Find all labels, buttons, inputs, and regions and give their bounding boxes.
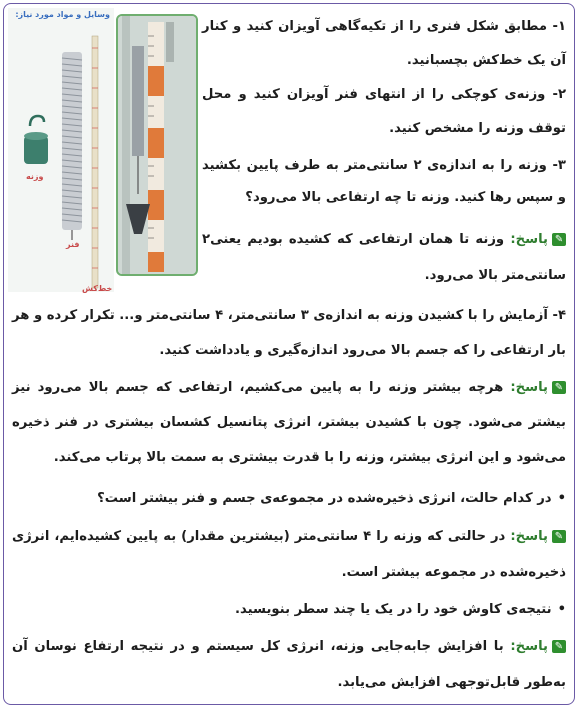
ruler-label: خط‌کش bbox=[82, 284, 113, 293]
answer-6-text: با افزایش جابه‌جایی وزنه، انرژی کل سیستم و در نتیجه ارتفاع نوسان آن به‌طور قابل‌توجهی افزایش می‌یابد. bbox=[12, 639, 566, 690]
answer-label: پاسخ: bbox=[510, 232, 549, 247]
bullet-icon: • bbox=[557, 491, 566, 506]
spring-label: فنر bbox=[66, 240, 80, 249]
answer-label: پاسخ: bbox=[510, 639, 548, 654]
answer-6 bbox=[12, 629, 566, 701]
weight-label: وزنه bbox=[26, 172, 44, 181]
figure-title: وسایل و مواد مورد نیاز: bbox=[15, 10, 110, 19]
answer-4-text: هرچه بیشتر وزنه را به پایین می‌کشیم، ارتفاعی که جسم بالا می‌رود نیز بیشتر می‌شود. چون با کشیدن بیشتر، انرژی پتانسیل کشسان بیشتری در فنر ذخیره می‌شود و این انرژی بیشتر، وزنه را با قدرت بیشتری به سمت بالا پرتاب می‌کند. bbox=[12, 380, 566, 465]
check-icon: ✎ bbox=[552, 530, 566, 543]
question-6 bbox=[12, 592, 566, 627]
check-icon: ✎ bbox=[552, 381, 566, 394]
spring-ruler-illustration bbox=[8, 8, 114, 292]
answer-label: پاسخ: bbox=[510, 380, 548, 395]
question-6-text: نتیجه‌ی کاوش خود را در یک یا چند سطر بنویسید. bbox=[235, 602, 552, 617]
check-icon: ✎ bbox=[552, 233, 566, 246]
step-4: ۴- آزمایش را با کشیدن وزنه به اندازه‌ی ۳ سانتی‌متر، ۴ سانتی‌متر و... تکرار کرده و هر بار ارتفاعی را که جسم بالا می‌رود اندازه‌گیری و یادداشت کنید. bbox=[12, 308, 566, 358]
answer-5 bbox=[12, 519, 566, 591]
setup-illustration bbox=[118, 16, 196, 274]
step-3: ۳- وزنه را به اندازه‌ی ۲ سانتی‌متر به طرف پایین بکشید و سپس رها کنید. وزنه تا چه ارتفاعی بالا می‌رود؟ bbox=[202, 158, 566, 205]
answer-4 bbox=[12, 370, 566, 475]
answer-3-text: وزنه تا همان ارتفاعی که کشیده بودیم یعنی۲ سانتی‌متر بالا می‌رود. bbox=[202, 232, 566, 283]
answer-5-text: در حالتی که وزنه را ۴ سانتی‌متر (بیشترین مقدار) به پایین کشیده‌ایم، انرژی ذخیره‌شده در مجموعه بیشتر است. bbox=[12, 529, 566, 580]
bullet-icon: • bbox=[557, 602, 566, 617]
question-5-text: در کدام حالت، انرژی ذخیره‌شده در مجموعه‌ی جسم و فنر بیشتر است؟ bbox=[97, 491, 552, 506]
step-1: ۱- مطابق شکل فنری را از تکیه‌گاهی آویزان کنید و کنار آن یک خط‌کش بچسبانید. bbox=[202, 19, 566, 68]
step-2: ۲- وزنه‌ی کوچکی را از انتهای فنر آویزان کنید و محل توقف وزنه را مشخص کنید. bbox=[202, 87, 566, 136]
check-icon: ✎ bbox=[552, 640, 566, 653]
question-5 bbox=[12, 481, 566, 516]
setup-photo bbox=[116, 14, 198, 276]
materials-figure bbox=[8, 8, 114, 292]
answer-3 bbox=[202, 222, 566, 294]
answer-label: پاسخ: bbox=[510, 529, 548, 544]
